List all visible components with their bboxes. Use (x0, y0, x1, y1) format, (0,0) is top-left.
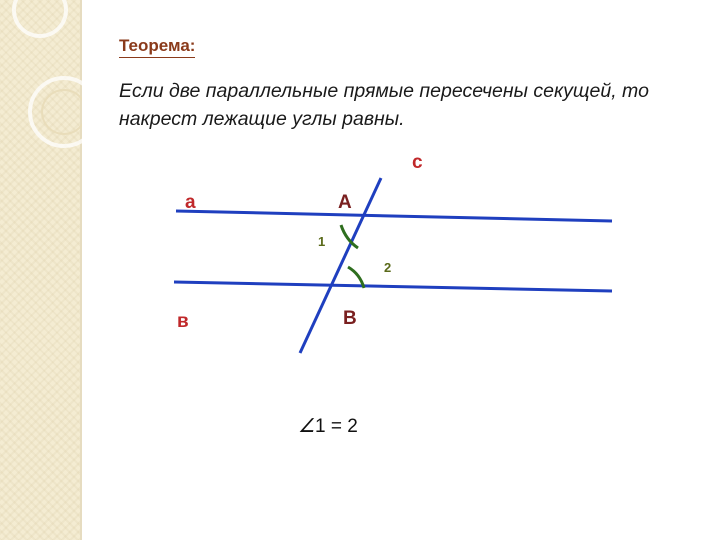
slide-title: Теорема: (119, 36, 195, 58)
line-a-label: а (185, 192, 196, 213)
angle-icon: ∠ (298, 416, 316, 437)
angle-2-label: 2 (384, 260, 392, 275)
line-b (174, 282, 612, 291)
line-b-label: в (177, 311, 189, 332)
secant-c-label: с (412, 152, 423, 173)
formula-left: 1 = (315, 416, 348, 437)
point-b-label: В (343, 308, 357, 329)
angle-1-label: 1 (318, 234, 326, 249)
theorem-statement: Если две параллельные прямые пересечены секущей, то накрест лежащие углы равны. (119, 80, 649, 130)
point-a-label: А (338, 192, 352, 213)
equality-formula (298, 415, 358, 438)
formula-right: 2 (347, 416, 358, 437)
line-a (176, 211, 612, 221)
